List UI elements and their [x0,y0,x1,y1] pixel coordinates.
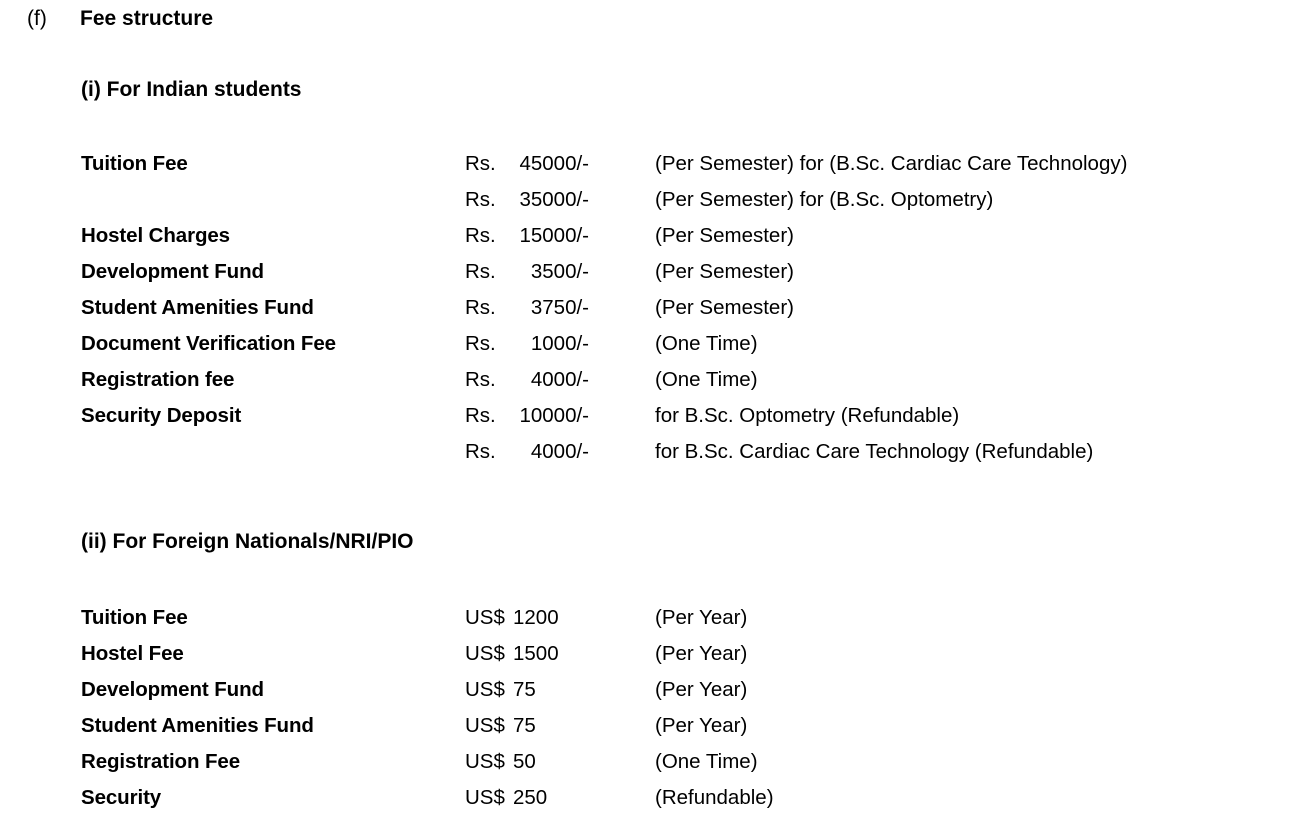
fee-value: 3500/- [530,260,589,283]
fee-label: Security Deposit [81,404,242,427]
fee-currency: US$ [465,750,505,773]
fee-note: (Per Semester) [655,296,794,319]
fee-amount [465,146,589,182]
fee-table-foreign-nationals [0,600,1304,816]
fee-label: Tuition Fee [81,152,188,175]
fee-value: 1000/- [530,332,589,355]
fee-amount [465,398,589,434]
fee-amount [465,434,589,470]
fee-row [0,672,1304,708]
fee-row [0,326,1304,362]
fee-note: for B.Sc. Optometry (Refundable) [655,404,960,427]
fee-label: Student Amenities Fund [81,714,314,737]
fee-value: 15000/- [519,224,589,247]
fee-currency: Rs. [465,152,496,175]
fee-note: (One Time) [655,368,758,391]
fee-value: 4000/- [530,440,589,463]
fee-currency: Rs. [465,404,496,427]
fee-currency: US$ [465,606,505,629]
fee-value: 75 [513,714,536,737]
fee-amount [465,326,589,362]
fee-note: (Per Semester) [655,260,794,283]
fee-value: 75 [513,678,536,701]
fee-row [0,290,1304,326]
fee-note: (Per Year) [655,714,748,737]
fee-note: (Per Year) [655,642,748,665]
fee-currency: US$ [465,786,505,809]
fee-label: Registration Fee [81,750,241,773]
fee-row [0,254,1304,290]
fee-currency: Rs. [465,368,496,391]
fee-amount [465,636,559,672]
fee-row [0,708,1304,744]
fee-currency: Rs. [465,188,496,211]
fee-amount [465,254,589,290]
fee-note: (One Time) [655,332,758,355]
fee-currency: US$ [465,642,505,665]
fee-note: (Per Year) [655,606,748,629]
fee-row [0,600,1304,636]
fee-amount [465,780,547,816]
fee-label: Hostel Charges [81,224,230,247]
fee-row [0,218,1304,254]
fee-value: 10000/- [519,404,589,427]
fee-value: 3750/- [530,296,589,319]
fee-currency: Rs. [465,332,496,355]
fee-label: Hostel Fee [81,642,184,665]
fee-amount [465,744,536,780]
section-marker: (f) [27,7,47,30]
fee-currency: Rs. [465,260,496,283]
fee-row [0,146,1304,182]
subsection-heading-foreign: (ii) For Foreign Nationals/NRI/PIO [81,530,414,553]
fee-row [0,362,1304,398]
fee-label: Security [81,786,162,809]
fee-row [0,780,1304,816]
section-title: Fee structure [80,7,214,30]
fee-amount [465,362,589,398]
fee-value: 4000/- [530,368,589,391]
fee-table-indian-students [0,146,1304,470]
fee-amount [465,600,559,636]
fee-row [0,398,1304,434]
subsection-heading-indian: (i) For Indian students [81,78,302,101]
fee-value: 1200 [513,606,559,629]
fee-value: 45000/- [519,152,589,175]
fee-value: 50 [513,750,536,773]
fee-label: Development Fund [81,678,264,701]
fee-currency: US$ [465,714,505,737]
fee-amount [465,182,589,218]
fee-amount [465,218,589,254]
fee-currency: Rs. [465,296,496,319]
fee-currency: Rs. [465,224,496,247]
fee-currency: US$ [465,678,505,701]
fee-amount [465,672,536,708]
fee-row [0,636,1304,672]
fee-label: Development Fund [81,260,264,283]
fee-value: 35000/- [519,188,589,211]
fee-note: (Per Semester) for (B.Sc. Optometry) [655,188,994,211]
fee-row [0,434,1304,470]
fee-row [0,182,1304,218]
fee-value: 250 [513,786,548,809]
fee-note: (Per Year) [655,678,748,701]
fee-label: Document Verification Fee [81,332,336,355]
section-heading [27,4,1027,34]
fee-label: Registration fee [81,368,235,391]
fee-label: Student Amenities Fund [81,296,314,319]
fee-value: 1500 [513,642,559,665]
fee-note: for B.Sc. Cardiac Care Technology (Refundable) [655,440,1094,463]
fee-amount [465,708,536,744]
fee-note: (Per Semester) for (B.Sc. Cardiac Care Technology) [655,152,1128,175]
fee-row [0,744,1304,780]
fee-note: (Refundable) [655,786,774,809]
fee-note: (One Time) [655,750,758,773]
fee-amount [465,290,589,326]
fee-note: (Per Semester) [655,224,794,247]
fee-label: Tuition Fee [81,606,188,629]
fee-currency: Rs. [465,440,496,463]
